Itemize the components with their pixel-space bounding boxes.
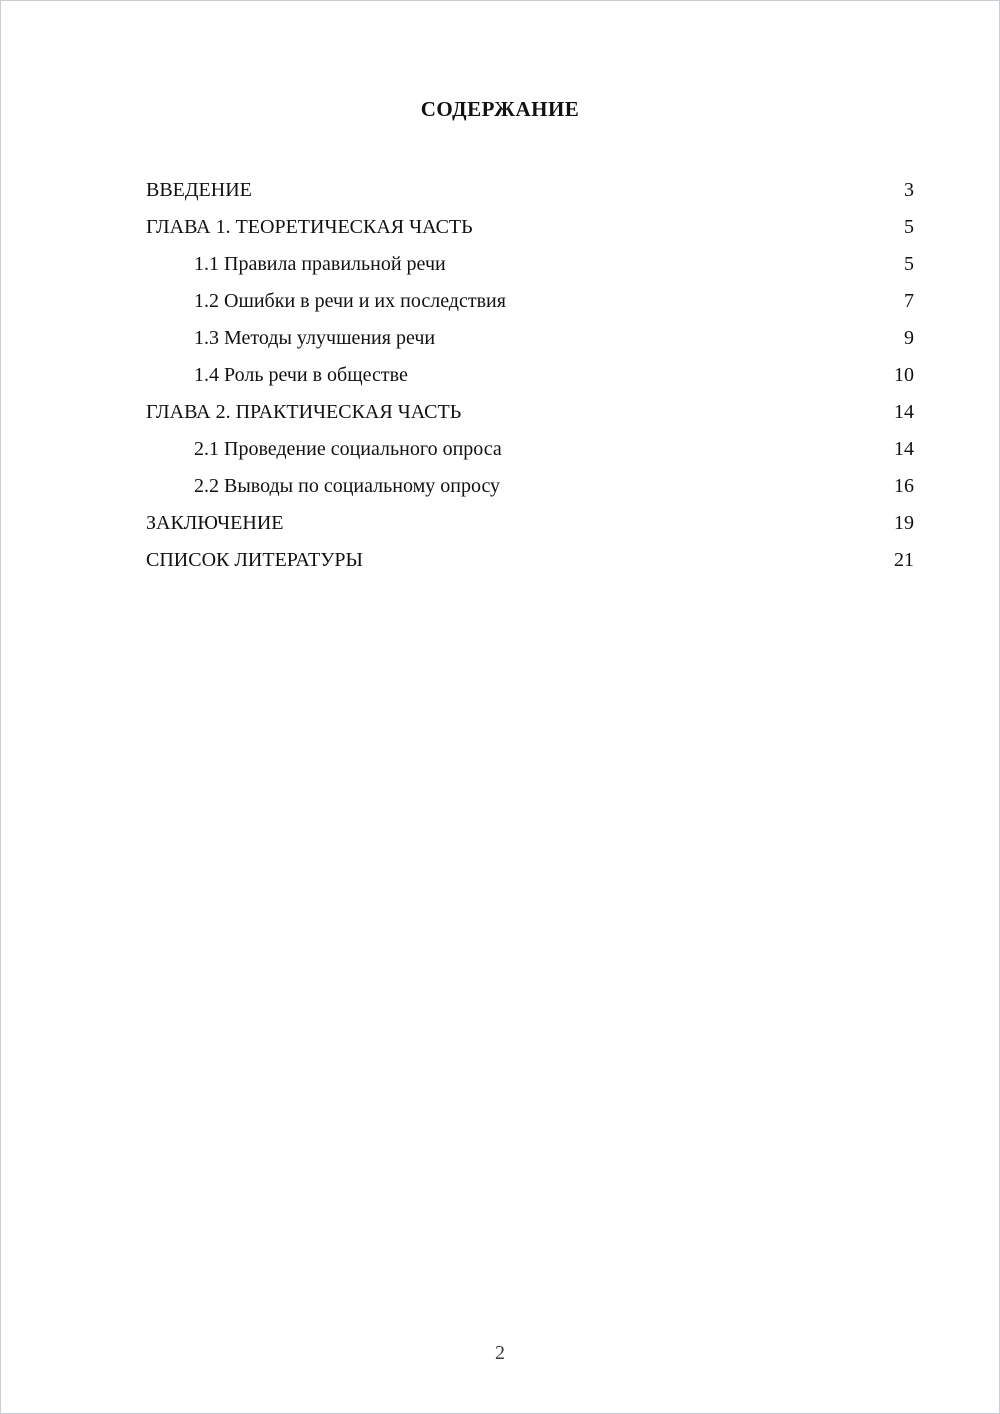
toc-entry-label: ВВЕДЕНИЕ: [146, 179, 252, 201]
toc-entry-page: 7: [904, 290, 914, 312]
toc-entry: [146, 209, 914, 246]
toc-entry-page: 3: [904, 179, 914, 201]
toc-entry: [146, 394, 914, 431]
toc-entry-label: ЗАКЛЮЧЕНИЕ: [146, 512, 284, 534]
toc-entry: [146, 431, 914, 468]
toc-entry-label: СПИСОК ЛИТЕРАТУРЫ: [146, 549, 363, 571]
toc-entry: [146, 172, 914, 209]
toc-entry-label: 1.3 Методы улучшения речи: [194, 327, 436, 349]
toc-entry-label: ГЛАВА 1. ТЕОРЕТИЧЕСКАЯ ЧАСТЬ: [146, 216, 473, 238]
toc-entry-label: 1.2 Ошибки в речи и их последствия: [194, 290, 506, 312]
toc-entry: [146, 505, 914, 542]
toc-entry-page: 5: [904, 216, 914, 238]
toc-entry-page: 16: [894, 475, 914, 497]
toc-entry-page: 14: [894, 401, 914, 423]
toc-entry-label: 1.4 Роль речи в обществе: [194, 364, 408, 386]
toc-entry-label: 2.2 Выводы по социальному опросу: [194, 475, 501, 497]
toc-entry-page: 5: [904, 253, 914, 275]
page-title: СОДЕРЖАНИЕ: [420, 97, 580, 121]
toc-entry: [146, 357, 914, 394]
toc-entry-label: 2.1 Проведение социального опроса: [194, 438, 502, 460]
toc-entry-label: 1.1 Правила правильной речи: [194, 253, 446, 275]
toc-entry-page: 19: [894, 512, 914, 534]
toc-list: [1, 172, 999, 579]
toc-entry: [146, 246, 914, 283]
toc-entry: [146, 283, 914, 320]
toc-entry-page: 14: [894, 438, 914, 460]
toc-entry-label: ГЛАВА 2. ПРАКТИЧЕСКАЯ ЧАСТЬ: [146, 401, 462, 423]
toc-entry-page: 9: [904, 327, 914, 349]
page-number: 2: [495, 1342, 505, 1364]
toc-entry: [146, 468, 914, 505]
toc-entry-page: 10: [894, 364, 914, 386]
toc-entry-page: 21: [894, 549, 914, 571]
toc-entry: [146, 320, 914, 357]
toc-entry: [146, 542, 914, 579]
